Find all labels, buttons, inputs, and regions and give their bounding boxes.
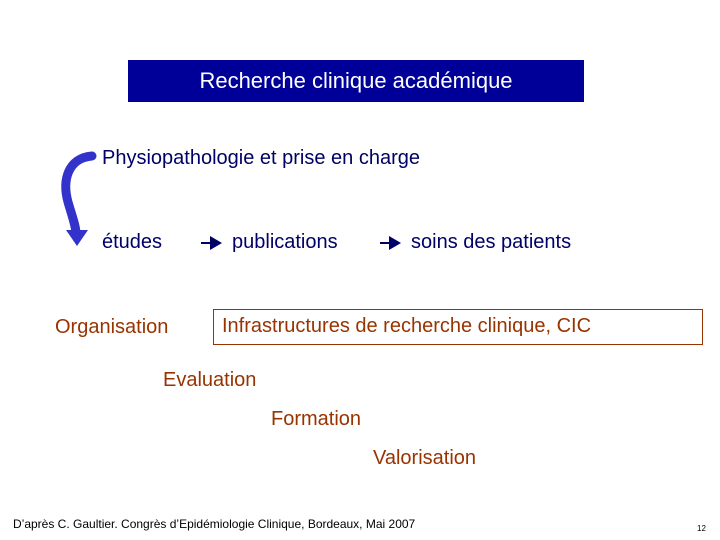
footer-citation: D’après C. Gaultier. Congrès d’Epidémiologie Clinique, Bordeaux, Mai 2007 [13,517,416,531]
slide-title: Recherche clinique académique [128,60,584,102]
step-publications: publications [232,231,338,253]
item-evaluation: Evaluation [163,369,257,391]
physiopathology-text: Physiopathologie et prise en charge [102,147,420,169]
step-etudes: études [102,231,163,253]
step-soins: soins des patients [411,231,572,253]
item-valorisation: Valorisation [373,447,477,469]
arrow-right-icon [201,235,223,251]
arrow-right-icon [380,235,402,251]
item-formation: Formation [271,408,362,430]
page-number: 12 [697,524,706,533]
curved-arrow-icon [58,150,98,250]
organisation-label: Organisation [55,316,169,338]
infrastructure-box: Infrastructures de recherche clinique, CIC [213,309,703,345]
